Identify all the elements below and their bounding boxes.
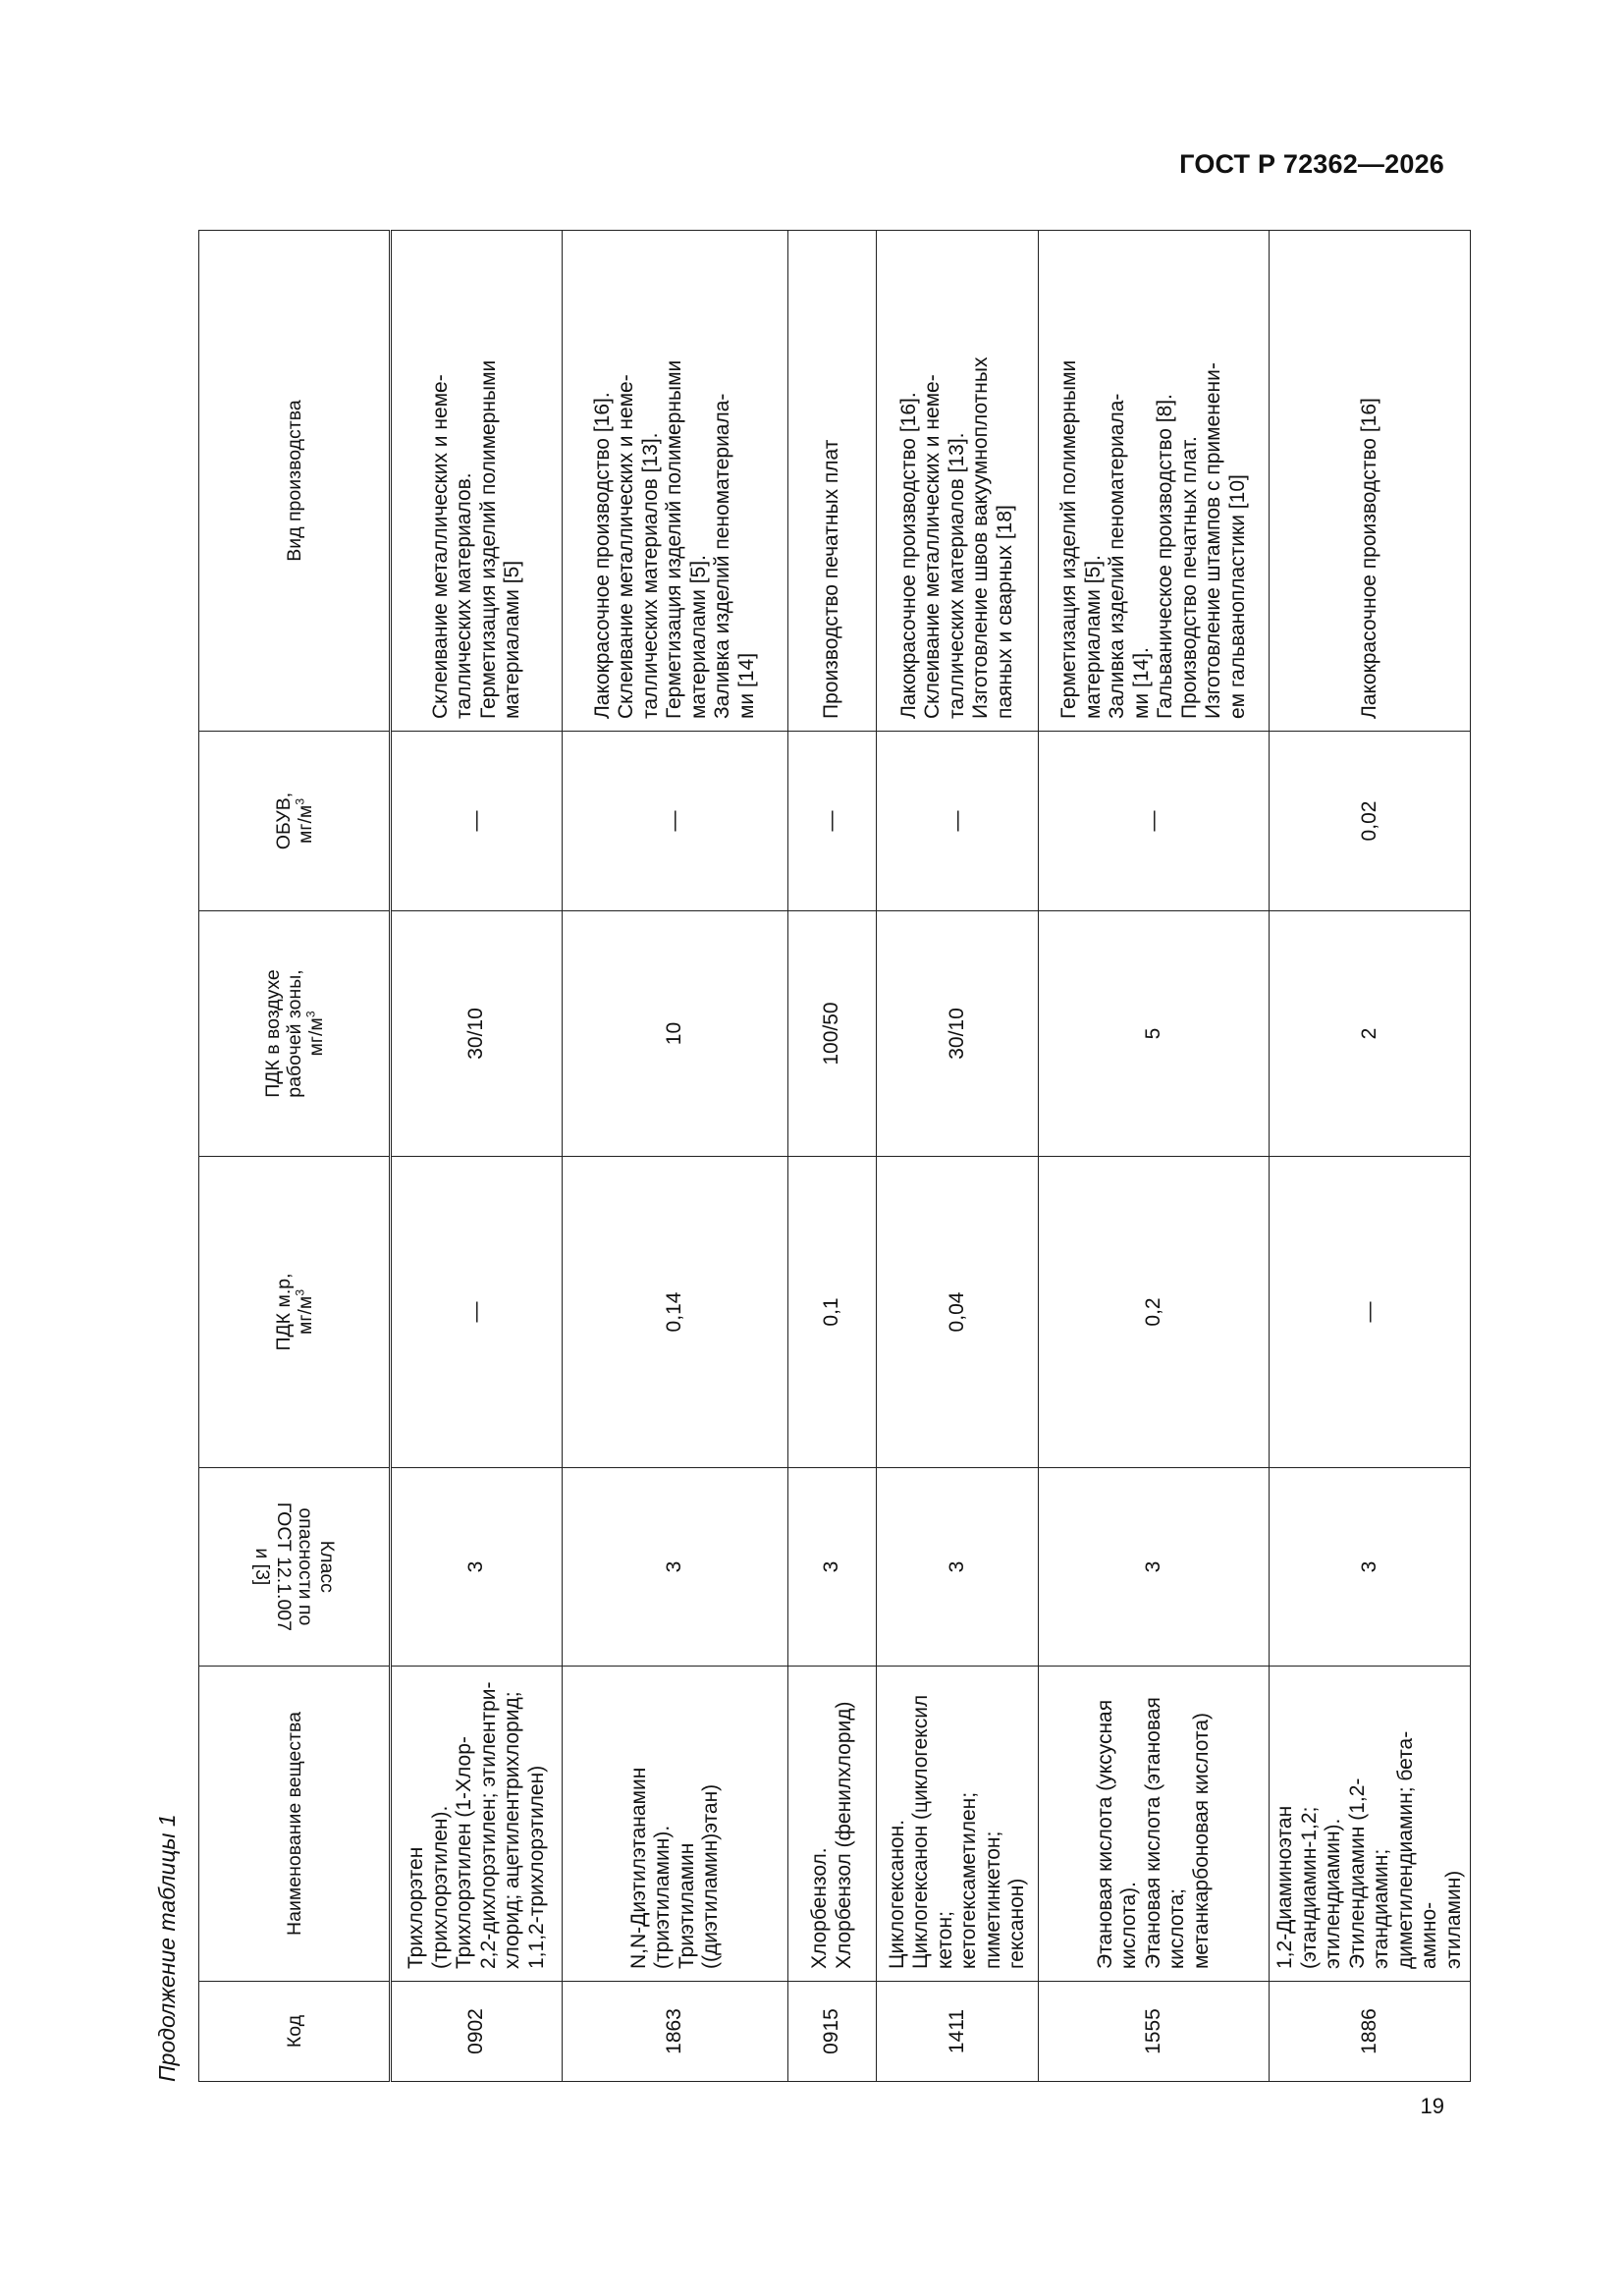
cell-production-line: Лакокрасочное производство [16]. — [896, 392, 920, 719]
cell-production-line: таллических материалов [13]. — [945, 432, 968, 719]
cell-obuv: 0,02 — [1270, 732, 1471, 911]
cell-production-line: Герметизация изделий полимерными — [1057, 359, 1080, 719]
cell-production-line: паяных и сварных [18] — [993, 505, 1016, 719]
cell-production — [788, 231, 877, 732]
cell-name — [563, 1667, 788, 1982]
cell-hazard-class: 3 — [563, 1468, 788, 1667]
col-header-hazard-class: Класс опасности по ГОСТ 12.1.007 и [3] — [199, 1468, 391, 1667]
cell-code: 1411 — [877, 1982, 1039, 2082]
col-header-production: Вид производства — [199, 231, 391, 732]
cell-name-line: этилендиамин). — [1322, 1818, 1344, 1969]
cell-production — [1270, 231, 1471, 732]
cell-pdk-mr: 0,2 — [1039, 1157, 1270, 1468]
cell-name-line: Циклогексанон (циклогексил кетон; — [909, 1694, 956, 1969]
cell-production-line: Склеивание металлических и неме- — [428, 374, 452, 719]
cell-pdk-air: 2 — [1270, 911, 1471, 1157]
cell-name-line: Циклогексанон. — [885, 1819, 908, 1969]
cell-name-line: Этановая кислота (уксусная — [1093, 1699, 1116, 1969]
cell-pdk-mr: — — [1270, 1157, 1471, 1468]
cell-name-line: N,N-Диэтилэтанамин — [626, 1767, 650, 1969]
cell-name — [788, 1667, 877, 1982]
table-header-row — [199, 231, 391, 2082]
cell-production-line: Герметизация изделий полимерными — [663, 359, 686, 719]
cell-production-line: Заливка изделий пеноматериала- — [711, 393, 734, 719]
cell-code: 1555 — [1039, 1982, 1270, 2082]
cell-production — [877, 231, 1039, 732]
cell-pdk-air: 10 — [563, 911, 788, 1157]
cell-production-line: Изготовление штампов с применени- — [1202, 362, 1224, 719]
cell-name-line: хлорид; ацетилентрихлорид; — [501, 1691, 523, 1969]
cell-name-line: 1,2-Диаминоэтан (этандиамин-1,2; — [1273, 1805, 1321, 1969]
cell-hazard-class: 3 — [1270, 1468, 1471, 1667]
cell-obuv: — — [1039, 732, 1270, 911]
cell-name-line: Трихлорэтен (трихлорэтилен). — [405, 1805, 452, 1969]
cell-name-line: диметилендиамин; бета-амино- — [1393, 1730, 1440, 1969]
col-header-code: Код — [199, 1982, 391, 2082]
cell-obuv: — — [391, 732, 563, 911]
cell-name-line: Хлорбензол (фенилхлорид) — [832, 1701, 855, 1969]
cell-obuv: — — [788, 732, 877, 911]
cell-production-line: ми [14] — [734, 652, 758, 719]
cell-production-line: Производство печатных плат — [820, 439, 843, 719]
cell-name-line: этиламин) — [1441, 1870, 1465, 1969]
cell-name-line: Трихлорэтилен (1-Хлор- — [453, 1736, 475, 1969]
col-header-pdk-air: ПДК в воздухе рабочей зоны, $мг/м^3$ — [199, 911, 391, 1157]
cell-production-line: таллических материалов [13]. — [638, 432, 662, 719]
cell-production — [1039, 231, 1270, 732]
substances-table — [198, 230, 1471, 2082]
rotated-table-area — [147, 231, 1465, 2082]
cell-pdk-air: 100/50 — [788, 911, 877, 1157]
cell-production-line: таллических материалов. — [453, 472, 475, 719]
table-row — [877, 231, 1039, 2082]
cell-production-line: Лакокрасочное производство [16] — [1357, 398, 1380, 719]
cell-name — [1270, 1667, 1471, 1982]
cell-name — [391, 1667, 563, 1982]
cell-hazard-class: 3 — [1039, 1468, 1270, 1667]
table-caption: Продолжение таблицы 1 — [154, 1814, 180, 2082]
cell-code: 1886 — [1270, 1982, 1471, 2082]
cell-pdk-air: 30/10 — [391, 911, 563, 1157]
cell-obuv: — — [563, 732, 788, 911]
cell-name-line: кислота; — [1165, 1887, 1189, 1969]
cell-hazard-class: 3 — [788, 1468, 877, 1667]
cell-pdk-mr: 0,04 — [877, 1157, 1039, 1468]
cell-production-line: Производство печатных плат. — [1177, 436, 1201, 719]
cell-name-line: Этановая кислота (этановая — [1141, 1697, 1164, 1969]
page-number: 19 — [1420, 2094, 1444, 2118]
cell-production-line: материалами [5]. — [686, 555, 710, 719]
cell-production-line: материалами [5]. — [1081, 555, 1105, 719]
col-header-pdk-mr: ПДК м.р, $мг/м^3$ — [199, 1157, 391, 1468]
cell-name-line: гексанон) — [1005, 1878, 1028, 1969]
cell-production-line: ем гальванопластики [10] — [1225, 474, 1249, 719]
cell-hazard-class: 3 — [391, 1468, 563, 1667]
cell-production-line: ми [14]. — [1129, 647, 1153, 719]
cell-pdk-air: 30/10 — [877, 911, 1039, 1157]
cell-name-line: Хлорбензол. — [808, 1847, 831, 1969]
table-row — [1039, 231, 1270, 2082]
cell-name-line: 1,1,2-трихлорэтилен) — [524, 1765, 548, 1969]
cell-production-line: Лакокрасочное производство [16]. — [590, 392, 614, 719]
cell-production-line: Гальваническое производство [8]. — [1154, 394, 1176, 719]
cell-production — [391, 231, 563, 732]
cell-pdk-mr: — — [391, 1157, 563, 1468]
cell-code: 0902 — [391, 1982, 563, 2082]
cell-name — [1039, 1667, 1270, 1982]
cell-hazard-class: 3 — [877, 1468, 1039, 1667]
cell-code: 1863 — [563, 1982, 788, 2082]
table-row — [788, 231, 877, 2082]
cell-name-line: кетогексаметилен; пиметинкетон; — [957, 1791, 1004, 1969]
cell-production — [563, 231, 788, 732]
cell-name-line: 2,2-дихлорэтилен; этилентри- — [476, 1681, 500, 1969]
cell-production-line: Склеивание металлических и неме- — [921, 374, 945, 719]
cell-name-line: метанкарбоновая кислота) — [1189, 1712, 1213, 1969]
cell-name — [877, 1667, 1039, 1982]
table-row — [563, 231, 788, 2082]
cell-production-line: материалами [5] — [501, 560, 523, 719]
cell-pdk-mr: 0,1 — [788, 1157, 877, 1468]
cell-pdk-air: 5 — [1039, 911, 1270, 1157]
cell-name-line: Этилендиамин (1,2-этандиамин; — [1345, 1777, 1392, 1969]
cell-code: 0915 — [788, 1982, 877, 2082]
table-row — [391, 231, 563, 2082]
col-header-name: Наименование вещества — [199, 1667, 391, 1982]
table-row — [1270, 231, 1471, 2082]
cell-production-line: Изготовление швов вакуумноплотных — [969, 356, 993, 719]
cell-production-line: Склеивание металлических и неме- — [615, 374, 638, 719]
cell-pdk-mr: 0,14 — [563, 1157, 788, 1468]
cell-name-line: кислота). — [1117, 1881, 1141, 1969]
cell-production-line: Заливка изделий пеноматериала- — [1106, 393, 1128, 719]
col-header-obuv: ОБУВ, $мг/м^3$ — [199, 732, 391, 911]
cell-name-line: Триэтиламин ((диэтиламин)этан) — [675, 1783, 722, 1969]
document-id: ГОСТ Р 72362—2026 — [1179, 149, 1444, 179]
cell-production-line: Герметизация изделий полимерными — [476, 359, 500, 719]
cell-name-line: (триэтиламин). — [651, 1825, 674, 1969]
cell-obuv: — — [877, 732, 1039, 911]
